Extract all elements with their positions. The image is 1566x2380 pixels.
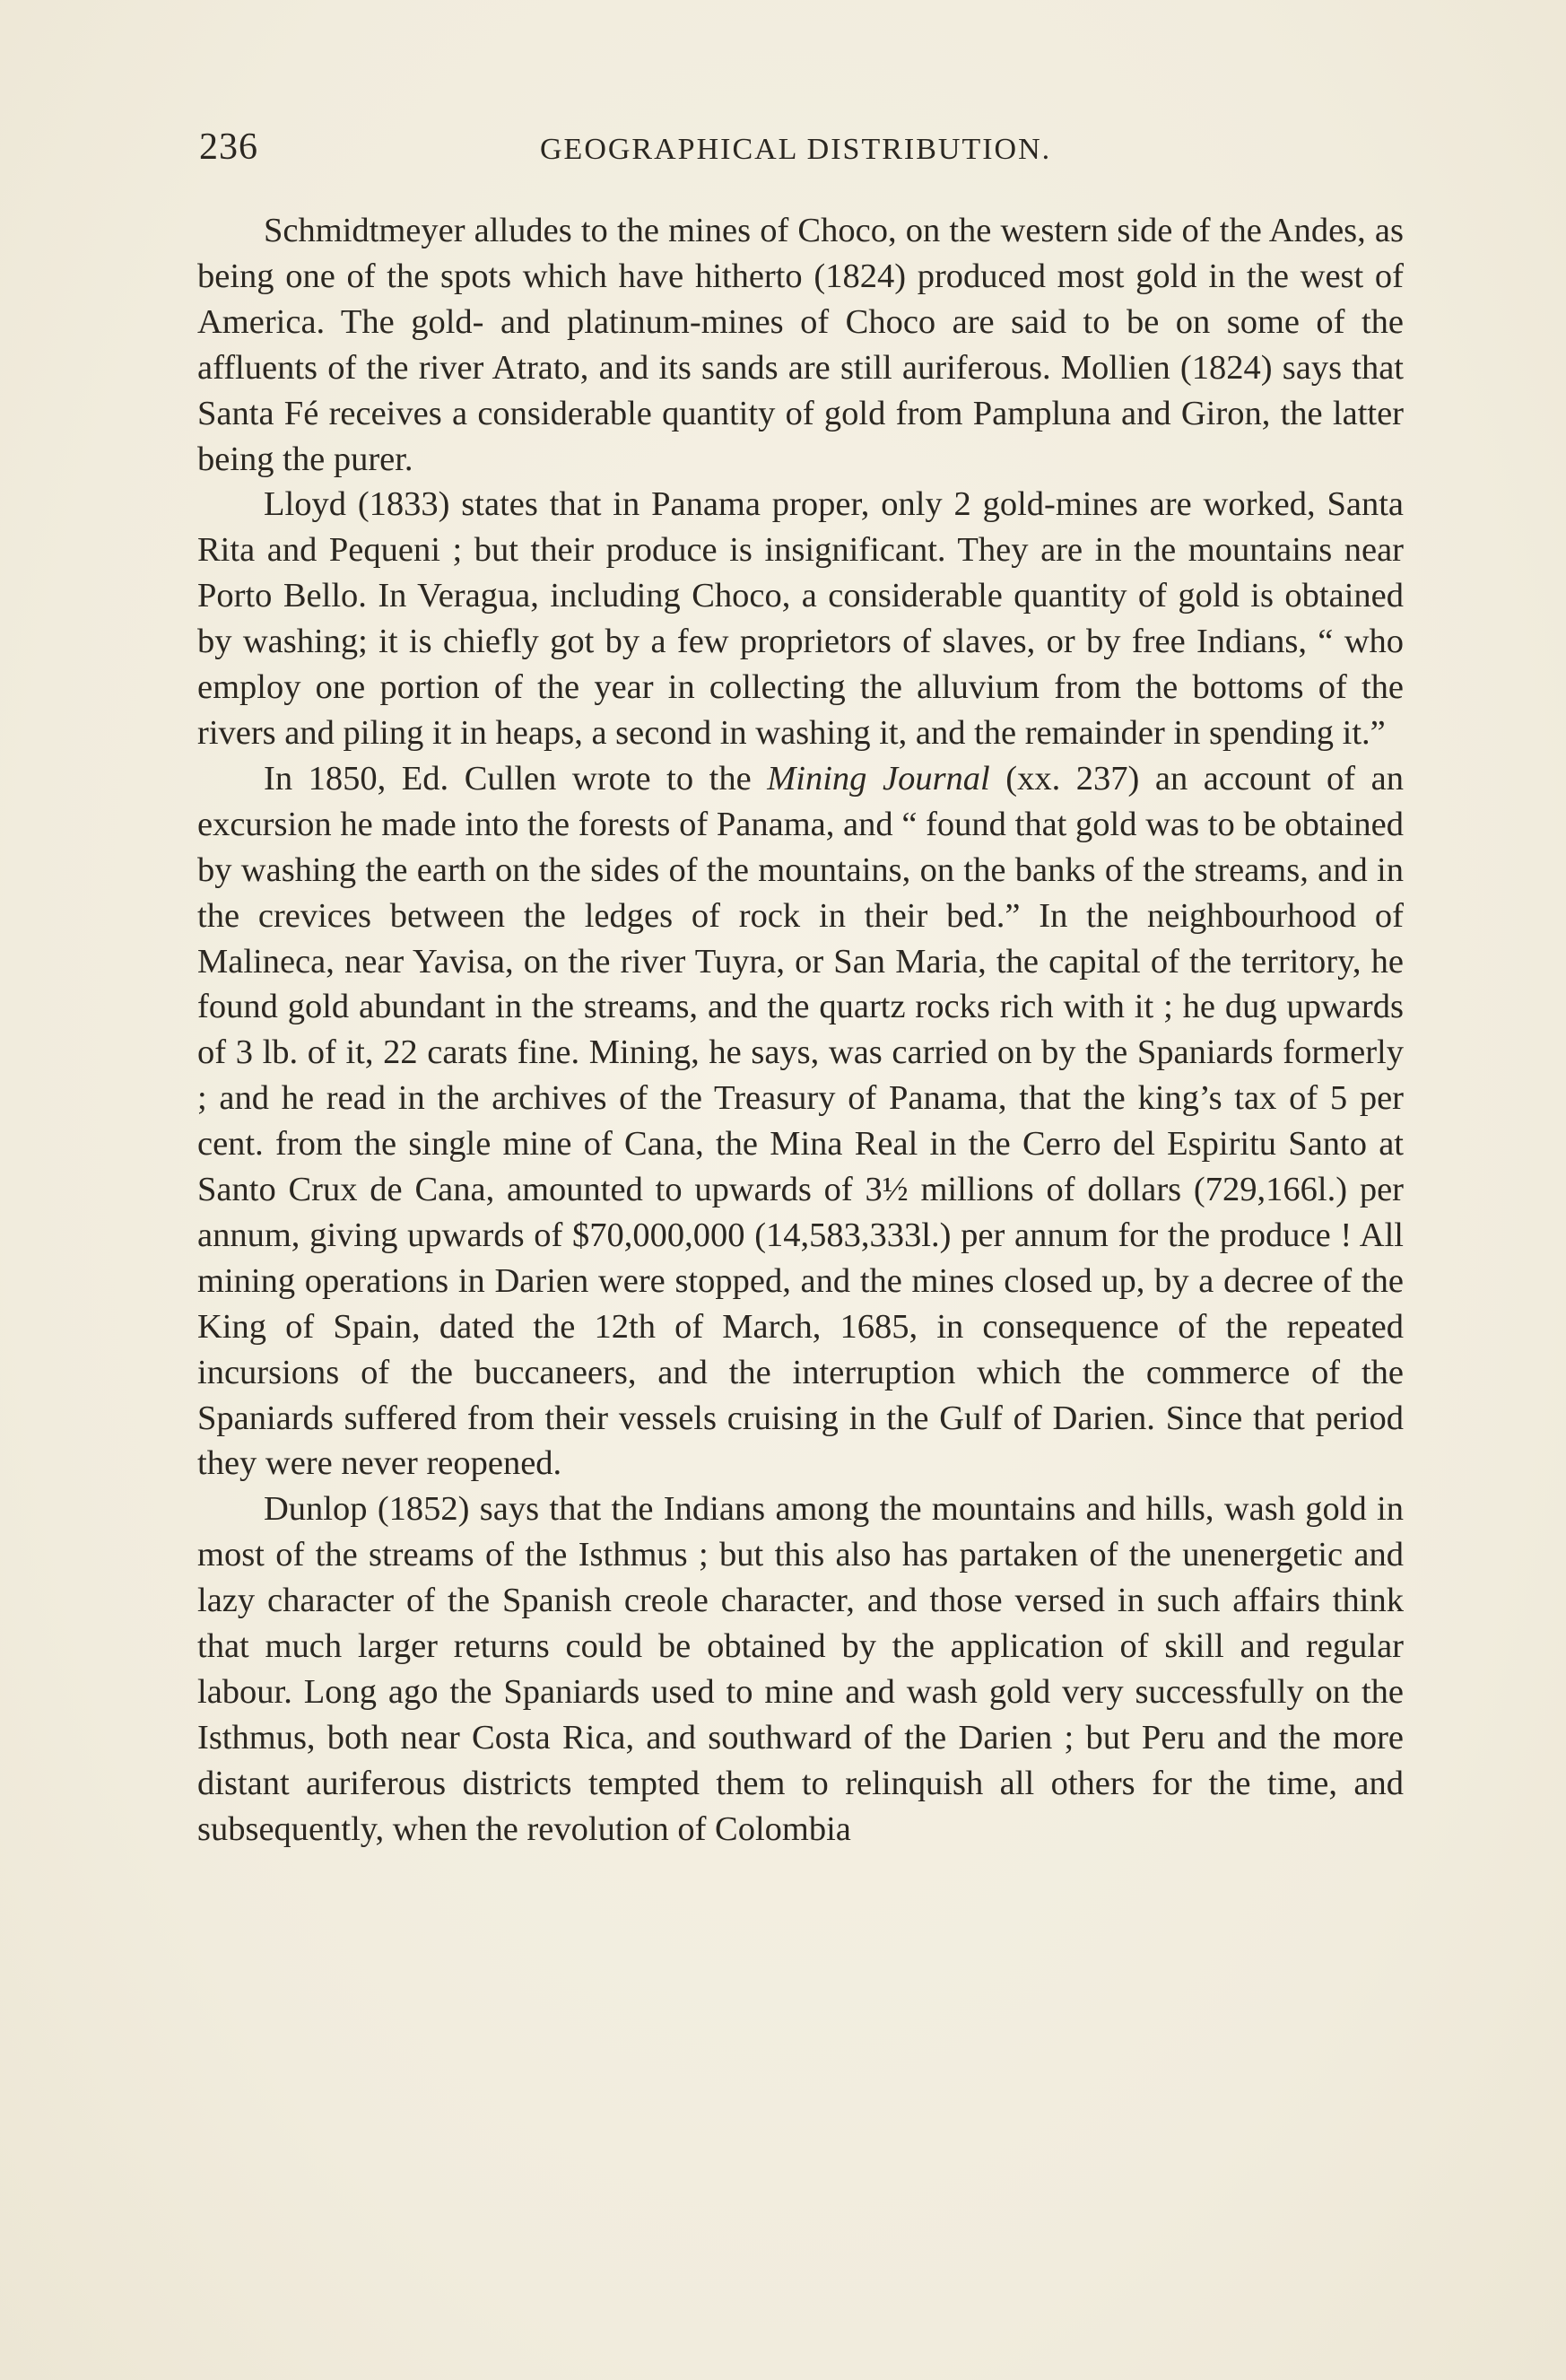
- paragraph-lloyd: Lloyd (1833) states that in Panama proper, only 2 gold-mines are worked, Santa Rita and Pequeni ; but their produce is insignificant. They are in the mountains near Porto Bello. In Veragua, including Choco, a considerable quantity of gold is obtained by washing; it is chiefly got by a few proprietors of slaves, or by free Indians, “ who employ one portion of the year in collecting the alluvium from the bottoms of the rivers and piling it in heaps, a second in washing it, and the remainder in spending it.”: [197, 485, 1404, 752]
- page-header: [199, 126, 1401, 179]
- running-title: GEOGRAPHICAL DISTRIBUTION.: [540, 133, 1052, 166]
- paragraph-dunlop: Dunlop (1852) says that the Indians among the mountains and hills, wash gold in most of the streams of the Isthmus ; but this also has partaken of the unenergetic and lazy character of the Spanish creole character, and those versed in such affairs think that much larger returns could be obtained by the application of skill and regular labour. Long ago the Spaniards used to mine and wash gold very successfully on the Isthmus, both near Costa Rica, and southward of the Darien ; but Peru and the more distant auriferous districts tempted them to relinquish all others for the time, and subsequently, when the revolution of Colombia: [197, 1490, 1404, 1848]
- body-text: [197, 208, 1404, 1853]
- journal-title: Mining Journal: [767, 759, 990, 798]
- page-number: 236: [199, 126, 258, 168]
- paragraph-cullen-start: In 1850, Ed. Cullen wrote to the: [264, 759, 768, 798]
- paragraph-schmidtmeyer: Schmidtmeyer alludes to the mines of Choco, on the western side of the Andes, as being one of the spots which have hitherto (1824) produced most gold in the west of America. The gold- and platinum-mines of Choco are said to be on some of the affluents of the river Atrato, and its sands are still auriferous. Mollien (1824) says that Santa Fé receives a considerable quantity of gold from Pampluna and Giron, the latter being the purer.: [197, 212, 1404, 478]
- paragraph-cullen-rest: (xx. 237) an account of an excursion he made into the forests of Panama, and “ found that gold was to be obtained by washing the earth on the sides of the mountains, on the banks of the streams, and in the crevices between the ledges of rock in their bed.” In the neighbourhood of Malineca, near Yavisa, on the river Tuyra, or San Maria, the capital of the territory, he found gold abundant in the streams, and the quartz rocks rich with it ; he dug upwards of 3 lb. of it, 22 carats fine. Mining, he says, was carried on by the Spaniards formerly ; and he read in the archives of the Treasury of Panama, that the king’s tax of 5 per cent. from the single mine of Cana, the Mina Real in the Cerro del Espiritu Santo at Santo Crux de Cana, amounted to upwards of 3½ millions of dollars (729,166l.) per annum, giving upwards of $70,000,000 (14,583,333l.) per annum for the produce ! All mining operations in Darien were stopped, and the mines closed up, by a decree of the King of Spain, dated the 12th of March, 1685, in consequence of the repeated incursions of the buccaneers, and the interruption which the commerce of the Spaniards suffered from their vessels cruising in the Gulf of Darien. Since that period they were never reopened.: [197, 759, 1404, 1483]
- paragraph-cullen: [197, 756, 1404, 1487]
